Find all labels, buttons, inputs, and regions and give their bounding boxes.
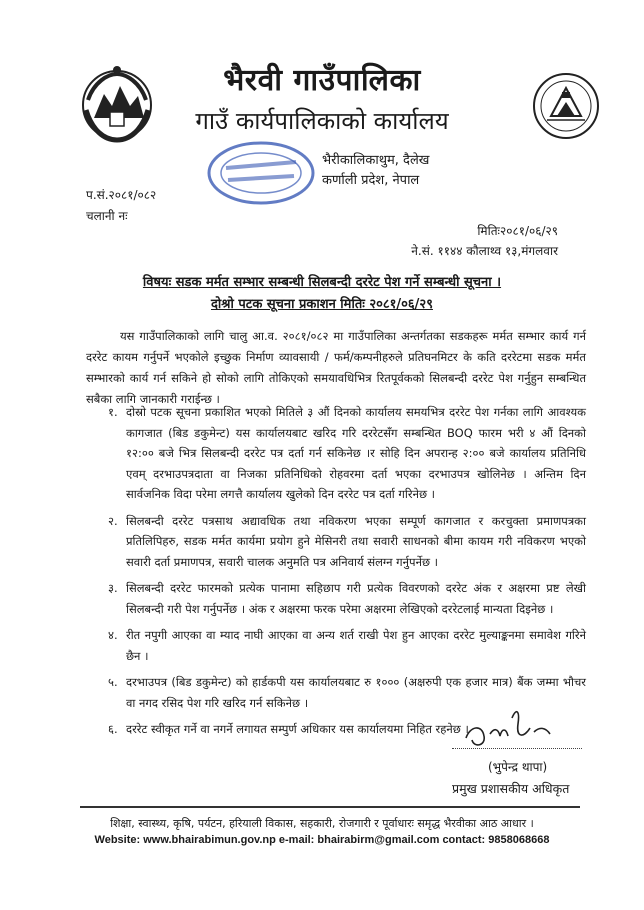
list-item: २. सिलबन्दी दररेट पत्रसाथ अद्यावधिक तथा नविकरण भएका सम्पूर्ण कागजात र करचुक्ता प्रमाणपत्रका प्रतिलिपिहरु, सडक मर्मत कार्यमा प्रयोग हुने मेसिनरी तथा सवारी साधनको बीमा कायम गरी नविकरण भएको सवारी दर्ता प्रमाणपत्र, सवारी चालक अनुमति पत्र अनिवार्य संलग्न गर्नुपर्नेछ ।	[108, 513, 586, 569]
signature-line	[452, 748, 582, 749]
org-name: भैरवी गाउँपालिका	[223, 63, 421, 98]
conditions-list	[86, 402, 586, 746]
office-name: गाउँ कार्यपालिकाको कार्यालय	[195, 107, 449, 135]
list-item: ६. दररेट स्वीकृत गर्ने वा नगर्ने लगायत सम्पुर्ण अधिकार यस कार्यालयमा निहित रहनेछ ।	[108, 722, 469, 736]
list-item: १. दोस्रो पटक सूचना प्रकाशित भएको मितिले ३ औं दिनको कार्यालय समयभित्र दररेट पेश गर्नका लागि आवश्यक कागजात (बिड डकुमेन्ट) यस कार्यालयबाट खरिद गरि दररेटसँग सम्बन्धित BOQ फारम भरी ४ औं दिनको १२:०० बजे भित्र सिलबन्दी दररेट पत्र दर्ता गर्न सकिनेछ ।र सोहि दिन अपरान्ह २:०० बजे कार्यालय प्रतिनिधि एवम् दरभाउपत्रदाता वा निजका प्रतिनिधिको रोहवरमा दर्ता भएका दरभाउपत्र खोलिनेछ । अन्तिम दिन सार्वजनिक विदा परेमा लगत्तै कार्यालय खुलेको दिन दररेट पत्र दर्ता गरिनेछ ।	[108, 405, 586, 501]
signatory-name: (भुपेन्द्र थापा)	[488, 760, 548, 774]
office-stamp-icon	[206, 140, 316, 206]
province: कर्णाली प्रदेश, नेपाल	[322, 173, 420, 188]
list-item: ४. रीत नपुगी आएका वा म्याद नाघी आएका वा अन्य शर्त राखी पेश हुन आएका दररेट मुल्याङ्कनमा समावेश गरिने छैन ।	[108, 628, 586, 663]
second-notice-heading: दोश्रो पटक सूचना प्रकाशन मितिः २०८१/०६/२९	[211, 297, 433, 312]
nepal-sambat-date: ने.सं. ११४४ कौलाथ्व १३,मंगलवार	[411, 244, 558, 258]
notice-subject: विषयः सडक मर्मत सम्भार सम्बन्धी सिलबन्दी दररेट पेश गर्ने सम्बन्धी सूचना ।	[142, 275, 502, 290]
list-item: ५. दरभाउपत्र (बिड डकुमेन्ट) को हार्डकपी यस कार्यालयबाट रु १००० (अक्षरुपी एक हजार मात्र) बैंक जम्मा भौचर वा नगद रसिद पेश गरि खरिद गर्न सकिनेछ ।	[108, 675, 586, 710]
footer-divider	[80, 806, 580, 808]
dispatch-number: चलानी नः	[86, 209, 128, 223]
signatory-title: प्रमुख प्रशासकीय अधिकृत	[452, 781, 570, 796]
intro-paragraph: यस गाउँपालिकाको लागि चालु आ.व. २०८१/०८२ मा गाउँपालिका अन्तर्गतका सडकहरू मर्मत सम्भार कार्य गर्न दररेट कायम गर्नुपर्ने भएकोले इच्छुक निर्माण व्यावसायी / फर्म/कम्पनीहरुले प्रतिघनमिटर के कति दररेटमा सडक मर्मत सम्भारको कार्य गर्न सकिने हो सोको लागि तोकिएको समयावधिभित्र रितपूर्वकको सिलबन्दी दररेट पेश गर्नुहुन सम्बन्धित सबैका लागि जानकारी गराईन्छ ।	[86, 329, 586, 406]
footer-slogan: शिक्षा, स्वास्थ्य, कृषि, पर्यटन, हरियाली विकास, सहकारी, रोजगारी र पूर्वाधारः समृद्ध भैरवीका आठ आधार ।	[110, 817, 534, 830]
reference-number: प.सं.२०८१/०८२	[86, 188, 157, 202]
date: मितिः२०८१/०६/२९	[477, 224, 558, 238]
signature-icon	[460, 698, 560, 762]
address: भैरीकालिकाथुम, दैलेख	[322, 153, 430, 168]
footer-contact: Website: www.bhairabimun.gov.np e-mail: bhairabirm@gmail.com contact: 9858068668	[94, 834, 550, 846]
list-item: ३. सिलबन्दी दररेट फारमको प्रत्येक पानामा सहिछाप गरी प्रत्येक विवरणको दररेट अंक र अक्षरमा प्रष्ट लेखी सिलबन्दी गरी पेश गर्नुपर्नेछ । अंक र अक्षरमा फरक परेमा अक्षरमा लेखिएको दररेटलाई मान्यता दिइनेछ ।	[108, 581, 586, 616]
